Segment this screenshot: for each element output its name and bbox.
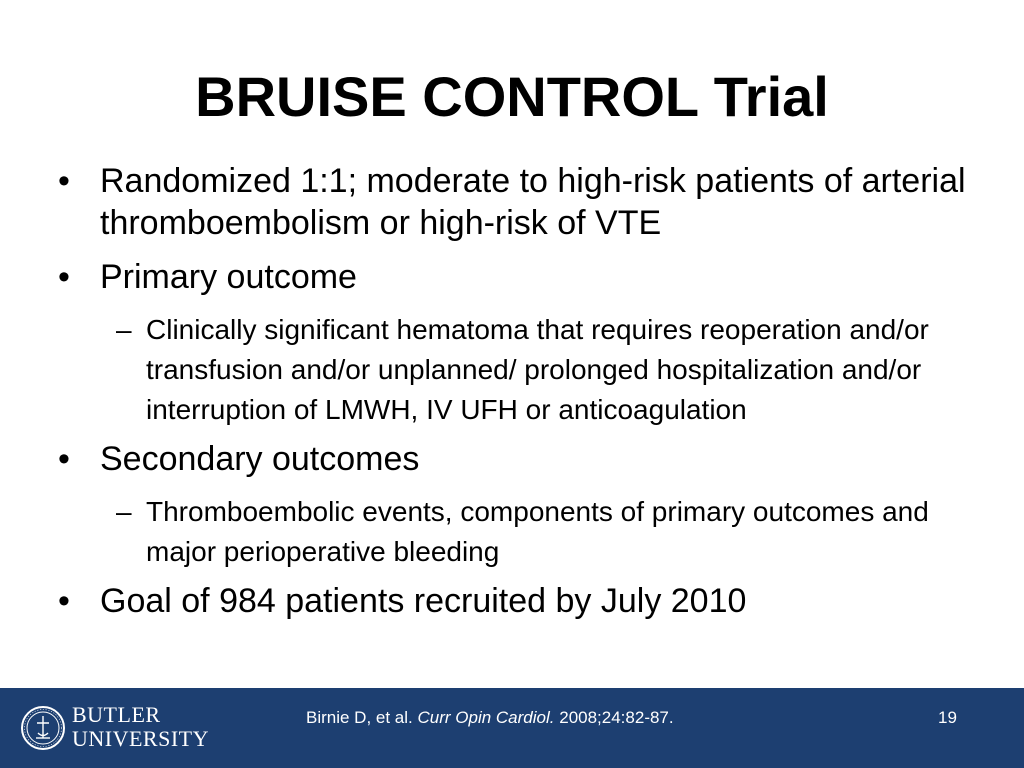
bullet-item — [58, 438, 998, 480]
bullet-marker: • — [58, 162, 70, 200]
sub-bullet-item — [58, 492, 998, 572]
citation-details: 2008;24:82-87. — [559, 708, 674, 727]
dash-marker: – — [116, 496, 132, 527]
wordmark-line2: UNIVERSITY — [72, 726, 209, 751]
citation-authors: Birnie D, et al. — [306, 708, 413, 727]
bullet-marker: • — [58, 258, 70, 296]
bullet-item — [58, 580, 998, 622]
university-seal-icon — [20, 705, 66, 751]
bullet-item — [58, 160, 998, 244]
footer-bar — [0, 688, 1024, 768]
university-wordmark — [72, 703, 209, 751]
page-number: 19 — [938, 708, 957, 727]
sub-bullet-text: Thromboembolic events, components of primary outcomes and major perioperative bleeding — [146, 496, 929, 567]
citation-journal: Curr Opin Cardiol. — [417, 708, 555, 727]
bullet-marker: • — [58, 440, 70, 478]
bullet-marker: • — [58, 582, 70, 620]
bullet-item — [58, 256, 998, 298]
slide-title: BRUISE CONTROL Trial — [195, 65, 829, 128]
sub-bullet-text: Clinically significant hematoma that requires reoperation and/or transfusion and/or unplanned/ prolonged hospitalization and/or interruption of LMWH, IV UFH or anticoagulation — [146, 314, 929, 425]
citation — [306, 707, 674, 729]
bullet-list — [58, 160, 998, 634]
wordmark-line1: BUTLER — [72, 702, 161, 727]
bullet-text: Primary outcome — [100, 258, 357, 296]
bullet-text: Randomized 1:1; moderate to high-risk patients of arterial thromboembolism or high-risk of VTE — [100, 162, 966, 242]
bullet-text: Goal of 984 patients recruited by July 2010 — [100, 582, 747, 620]
bullet-text: Secondary outcomes — [100, 440, 420, 478]
sub-bullet-item — [58, 310, 998, 430]
dash-marker: – — [116, 314, 132, 345]
